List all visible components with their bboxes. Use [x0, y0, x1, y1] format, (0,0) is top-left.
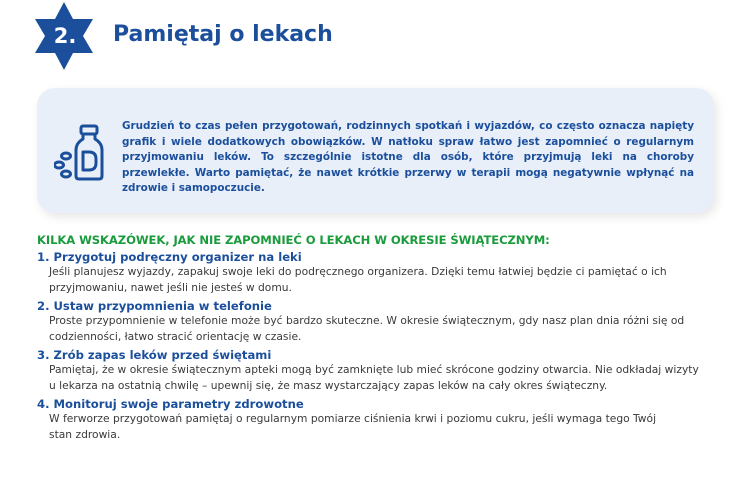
tip-line: Pamiętaj, że w okresie świątecznym apteki mogą być zamknięte lub mieć skrócone godziny otwarcia. Nie odkładaj wizyty — [49, 363, 699, 376]
tip-title-3: 3. Zrób zapas leków przed świętami — [37, 348, 272, 362]
tip-line: przyjmowaniu, nawet jeśli nie jesteś w domu. — [49, 281, 292, 294]
tip-body-3 — [49, 362, 729, 394]
tip-title-4: 4. Monitoruj swoje parametry zdrowotne — [37, 397, 304, 411]
section-number-badge: 2. — [53, 24, 77, 48]
tip-line: codzienności, łatwo stracić orientację w czasie. — [49, 330, 302, 343]
tip-body-2 — [49, 313, 729, 345]
tip-line: Proste przypomnienie w telefonie może być bardzo skuteczne. W okresie świątecznym, gdy nasz plan dnia różni się od — [49, 314, 685, 327]
tip-body-4 — [49, 411, 729, 443]
tip-line: stan zdrowia. — [49, 428, 121, 441]
tip-body-1 — [49, 264, 729, 296]
tip-title-1: 1. Przygotuj podręczny organizer na leki — [37, 250, 302, 264]
tip-line: Jeśli planujesz wyjazdy, zapakuj swoje leki do podręcznego organizera. Dzięki temu łatwiej będzie ci pamiętać o ich — [49, 265, 667, 278]
pill-bottle-icon — [54, 124, 108, 182]
tips-heading: KILKA WSKAZÓWEK, JAK NIE ZAPOMNIEĆ O LEKACH W OKRESIE ŚWIĄTECZNYM: — [37, 233, 550, 247]
tip-line: W ferworze przygotowań pamiętaj o regularnym pomiarze ciśnienia krwi i poziomu cukru, jeśli wymaga tego Twój — [49, 412, 657, 425]
tip-title-2: 2. Ustaw przypomnienia w telefonie — [37, 299, 272, 313]
tip-line: u lekarza na ostatnią chwilę – upewnij się, że masz wystarczający zapas leków na cały okres świąteczny. — [49, 379, 608, 392]
page-title: Pamiętaj o lekach — [113, 22, 333, 47]
info-paragraph: Grudzień to czas pełen przygotowań, rodzinnych spotkań i wyjazdów, co często oznacza napięty grafik i wiele dodatkowych obowiązków. W natłoku spraw łatwo jest zapomnieć o regularnym przyjmowaniu leków. To szczególnie istotne dla osób, które przyjmują leki na choroby przewlekłe. Warto pamiętać, że nawet krótkie przerwy w terapii mogą negatywnie wpłynąć na zdrowie i samopoczucie. — [122, 120, 694, 194]
